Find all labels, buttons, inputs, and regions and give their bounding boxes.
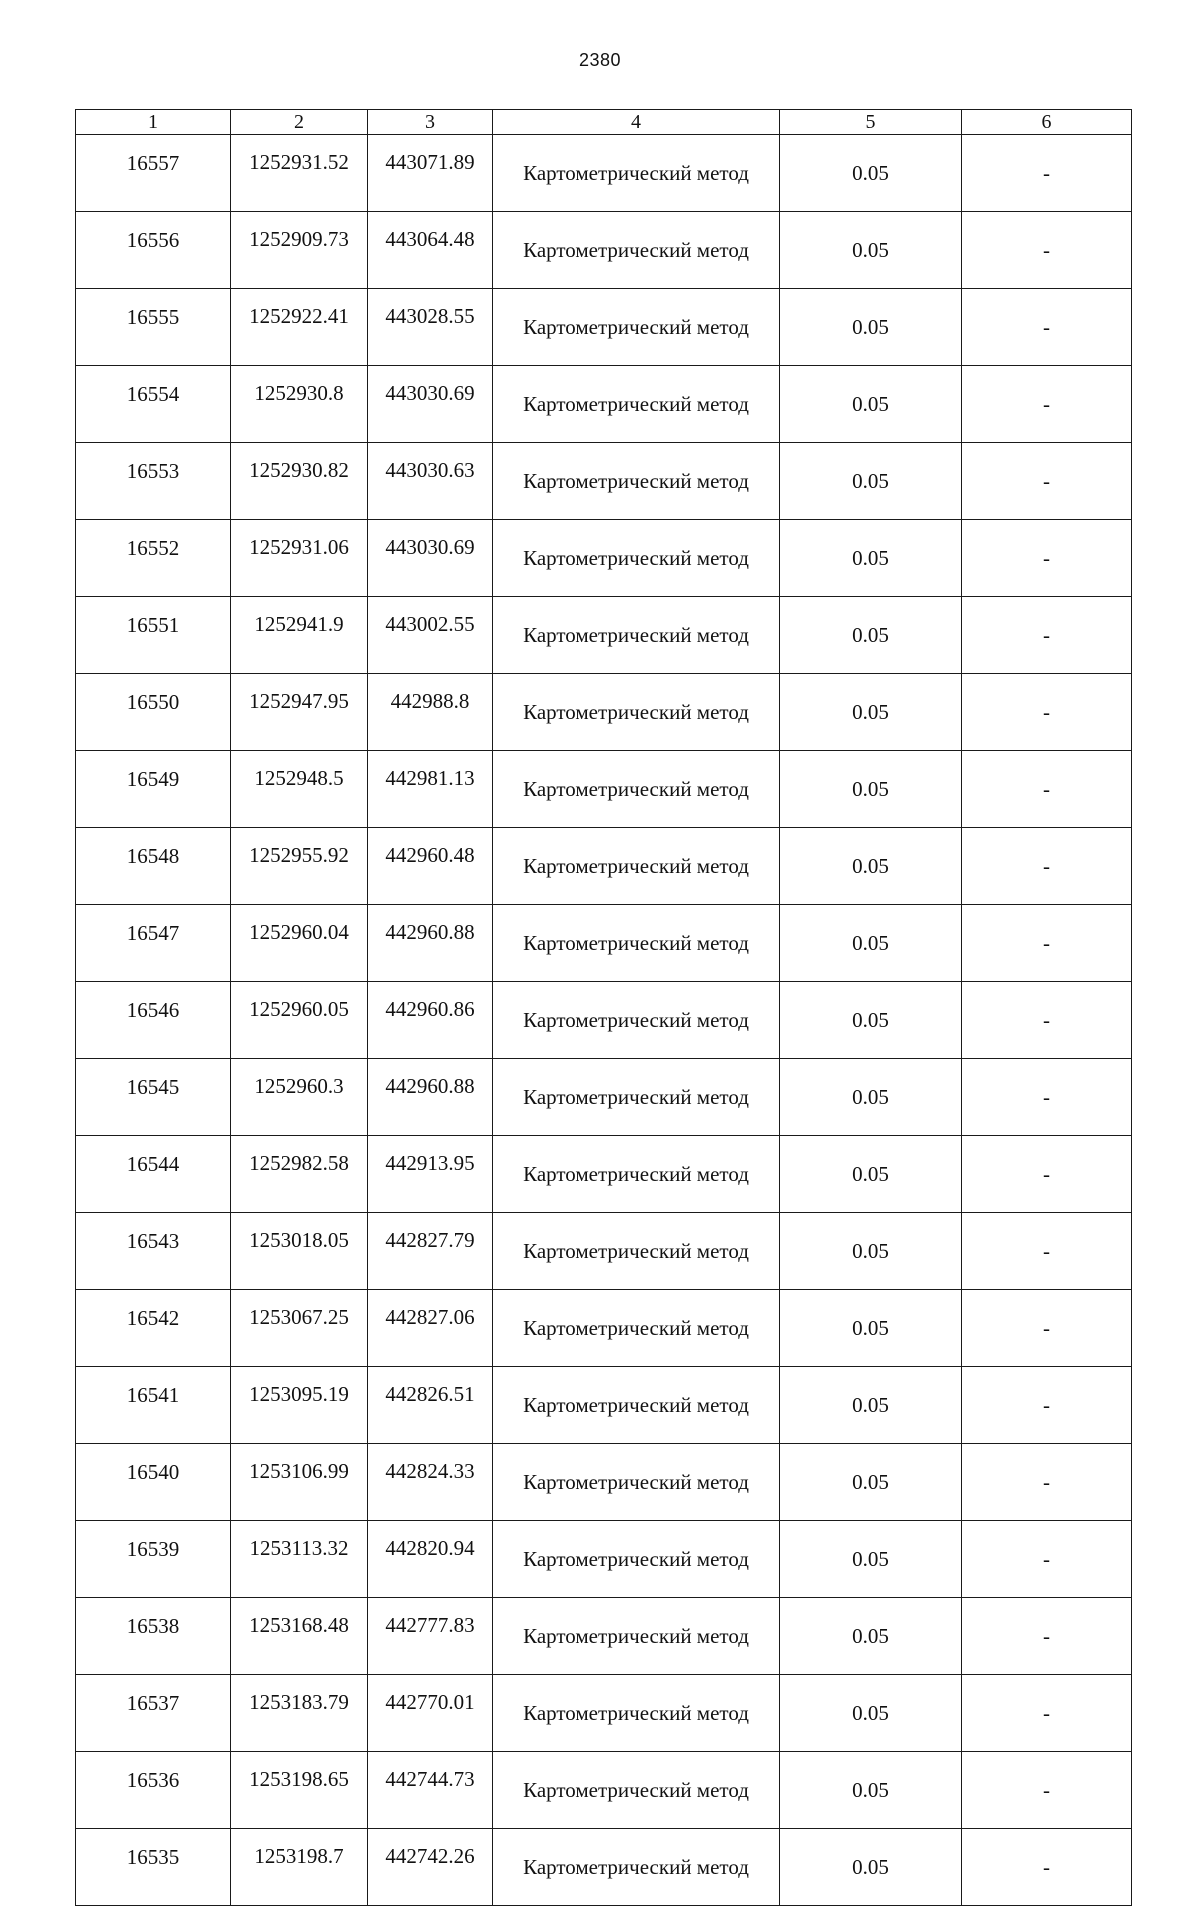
accuracy-cell: 0.05 xyxy=(780,1213,962,1290)
note-cell: - xyxy=(962,905,1132,982)
note-cell: - xyxy=(962,1675,1132,1752)
point-number-cell: 16557 xyxy=(76,135,231,212)
y-coordinate-cell: 442981.13 xyxy=(368,751,493,828)
table-header xyxy=(76,110,1132,135)
accuracy-cell: 0.05 xyxy=(780,443,962,520)
table-row xyxy=(76,1752,1132,1829)
point-number-cell: 16548 xyxy=(76,828,231,905)
x-coordinate-cell: 1252960.04 xyxy=(231,905,368,982)
note-cell: - xyxy=(962,982,1132,1059)
note-cell: - xyxy=(962,520,1132,597)
table-row xyxy=(76,1213,1132,1290)
method-cell: Картометрический метод xyxy=(493,366,780,443)
y-coordinate-cell: 442824.33 xyxy=(368,1444,493,1521)
column-header-3: 3 xyxy=(368,110,493,135)
note-cell: - xyxy=(962,135,1132,212)
x-coordinate-cell: 1252930.82 xyxy=(231,443,368,520)
y-coordinate-cell: 442742.26 xyxy=(368,1829,493,1906)
y-coordinate-cell: 442960.86 xyxy=(368,982,493,1059)
y-coordinate-cell: 443028.55 xyxy=(368,289,493,366)
note-cell: - xyxy=(962,1598,1132,1675)
note-cell: - xyxy=(962,1059,1132,1136)
accuracy-cell: 0.05 xyxy=(780,597,962,674)
y-coordinate-cell: 442913.95 xyxy=(368,1136,493,1213)
note-cell: - xyxy=(962,674,1132,751)
note-cell: - xyxy=(962,1290,1132,1367)
method-cell: Картометрический метод xyxy=(493,1136,780,1213)
y-coordinate-cell: 442960.88 xyxy=(368,1059,493,1136)
method-cell: Картометрический метод xyxy=(493,1444,780,1521)
x-coordinate-cell: 1252948.5 xyxy=(231,751,368,828)
note-cell: - xyxy=(962,1829,1132,1906)
method-cell: Картометрический метод xyxy=(493,597,780,674)
point-number-cell: 16544 xyxy=(76,1136,231,1213)
y-coordinate-cell: 443064.48 xyxy=(368,212,493,289)
point-number-cell: 16549 xyxy=(76,751,231,828)
y-coordinate-cell: 442770.01 xyxy=(368,1675,493,1752)
column-header-2: 2 xyxy=(231,110,368,135)
x-coordinate-cell: 1252922.41 xyxy=(231,289,368,366)
table-row xyxy=(76,674,1132,751)
point-number-cell: 16550 xyxy=(76,674,231,751)
table-row xyxy=(76,1059,1132,1136)
point-number-cell: 16538 xyxy=(76,1598,231,1675)
note-cell: - xyxy=(962,751,1132,828)
y-coordinate-cell: 443030.63 xyxy=(368,443,493,520)
point-number-cell: 16542 xyxy=(76,1290,231,1367)
table-row xyxy=(76,1367,1132,1444)
method-cell: Картометрический метод xyxy=(493,828,780,905)
column-header-4: 4 xyxy=(493,110,780,135)
x-coordinate-cell: 1253198.65 xyxy=(231,1752,368,1829)
accuracy-cell: 0.05 xyxy=(780,1521,962,1598)
method-cell: Картометрический метод xyxy=(493,1752,780,1829)
point-number-cell: 16551 xyxy=(76,597,231,674)
x-coordinate-cell: 1253168.48 xyxy=(231,1598,368,1675)
column-header-5: 5 xyxy=(780,110,962,135)
accuracy-cell: 0.05 xyxy=(780,1829,962,1906)
method-cell: Картометрический метод xyxy=(493,443,780,520)
accuracy-cell: 0.05 xyxy=(780,828,962,905)
point-number-cell: 16553 xyxy=(76,443,231,520)
note-cell: - xyxy=(962,1521,1132,1598)
method-cell: Картометрический метод xyxy=(493,1521,780,1598)
y-coordinate-cell: 442777.83 xyxy=(368,1598,493,1675)
x-coordinate-cell: 1253018.05 xyxy=(231,1213,368,1290)
table-row xyxy=(76,751,1132,828)
x-coordinate-cell: 1252960.05 xyxy=(231,982,368,1059)
x-coordinate-cell: 1253095.19 xyxy=(231,1367,368,1444)
table-row xyxy=(76,1598,1132,1675)
x-coordinate-cell: 1252930.8 xyxy=(231,366,368,443)
x-coordinate-cell: 1252931.06 xyxy=(231,520,368,597)
table-row xyxy=(76,366,1132,443)
note-cell: - xyxy=(962,1213,1132,1290)
accuracy-cell: 0.05 xyxy=(780,1367,962,1444)
point-number-cell: 16541 xyxy=(76,1367,231,1444)
accuracy-cell: 0.05 xyxy=(780,289,962,366)
y-coordinate-cell: 442960.88 xyxy=(368,905,493,982)
method-cell: Картометрический метод xyxy=(493,751,780,828)
point-number-cell: 16556 xyxy=(76,212,231,289)
coordinates-table xyxy=(75,109,1132,1906)
note-cell: - xyxy=(962,289,1132,366)
point-number-cell: 16547 xyxy=(76,905,231,982)
note-cell: - xyxy=(962,1752,1132,1829)
accuracy-cell: 0.05 xyxy=(780,905,962,982)
y-coordinate-cell: 442988.8 xyxy=(368,674,493,751)
table-row xyxy=(76,1829,1132,1906)
note-cell: - xyxy=(962,212,1132,289)
accuracy-cell: 0.05 xyxy=(780,212,962,289)
table-row xyxy=(76,520,1132,597)
x-coordinate-cell: 1253106.99 xyxy=(231,1444,368,1521)
method-cell: Картометрический метод xyxy=(493,1598,780,1675)
accuracy-cell: 0.05 xyxy=(780,1752,962,1829)
point-number-cell: 16555 xyxy=(76,289,231,366)
y-coordinate-cell: 443071.89 xyxy=(368,135,493,212)
method-cell: Картометрический метод xyxy=(493,1213,780,1290)
point-number-cell: 16552 xyxy=(76,520,231,597)
method-cell: Картометрический метод xyxy=(493,520,780,597)
x-coordinate-cell: 1252960.3 xyxy=(231,1059,368,1136)
method-cell: Картометрический метод xyxy=(493,1829,780,1906)
accuracy-cell: 0.05 xyxy=(780,1059,962,1136)
method-cell: Картометрический метод xyxy=(493,135,780,212)
accuracy-cell: 0.05 xyxy=(780,1444,962,1521)
x-coordinate-cell: 1252931.52 xyxy=(231,135,368,212)
table-row xyxy=(76,212,1132,289)
x-coordinate-cell: 1252947.95 xyxy=(231,674,368,751)
table-row xyxy=(76,135,1132,212)
column-header-1: 1 xyxy=(76,110,231,135)
table-row xyxy=(76,828,1132,905)
method-cell: Картометрический метод xyxy=(493,982,780,1059)
table-row xyxy=(76,289,1132,366)
accuracy-cell: 0.05 xyxy=(780,366,962,443)
method-cell: Картометрический метод xyxy=(493,1290,780,1367)
x-coordinate-cell: 1253067.25 xyxy=(231,1290,368,1367)
note-cell: - xyxy=(962,1444,1132,1521)
point-number-cell: 16539 xyxy=(76,1521,231,1598)
x-coordinate-cell: 1252941.9 xyxy=(231,597,368,674)
accuracy-cell: 0.05 xyxy=(780,751,962,828)
point-number-cell: 16537 xyxy=(76,1675,231,1752)
point-number-cell: 16546 xyxy=(76,982,231,1059)
note-cell: - xyxy=(962,443,1132,520)
y-coordinate-cell: 443030.69 xyxy=(368,366,493,443)
column-header-6: 6 xyxy=(962,110,1132,135)
point-number-cell: 16540 xyxy=(76,1444,231,1521)
table-row xyxy=(76,1136,1132,1213)
y-coordinate-cell: 442820.94 xyxy=(368,1521,493,1598)
table-row xyxy=(76,1521,1132,1598)
method-cell: Картометрический метод xyxy=(493,1367,780,1444)
accuracy-cell: 0.05 xyxy=(780,520,962,597)
x-coordinate-cell: 1252982.58 xyxy=(231,1136,368,1213)
y-coordinate-cell: 443002.55 xyxy=(368,597,493,674)
x-coordinate-cell: 1253183.79 xyxy=(231,1675,368,1752)
note-cell: - xyxy=(962,1136,1132,1213)
table-row xyxy=(76,982,1132,1059)
table-row xyxy=(76,905,1132,982)
y-coordinate-cell: 442826.51 xyxy=(368,1367,493,1444)
table-body xyxy=(76,135,1132,1906)
method-cell: Картометрический метод xyxy=(493,905,780,982)
method-cell: Картометрический метод xyxy=(493,1059,780,1136)
y-coordinate-cell: 442827.79 xyxy=(368,1213,493,1290)
accuracy-cell: 0.05 xyxy=(780,1290,962,1367)
x-coordinate-cell: 1253113.32 xyxy=(231,1521,368,1598)
method-cell: Картометрический метод xyxy=(493,1675,780,1752)
table-row xyxy=(76,1444,1132,1521)
accuracy-cell: 0.05 xyxy=(780,1598,962,1675)
y-coordinate-cell: 443030.69 xyxy=(368,520,493,597)
accuracy-cell: 0.05 xyxy=(780,135,962,212)
accuracy-cell: 0.05 xyxy=(780,674,962,751)
table-row xyxy=(76,597,1132,674)
x-coordinate-cell: 1252909.73 xyxy=(231,212,368,289)
table-row xyxy=(76,443,1132,520)
point-number-cell: 16536 xyxy=(76,1752,231,1829)
page-number: 2380 xyxy=(578,50,622,70)
method-cell: Картометрический метод xyxy=(493,289,780,366)
accuracy-cell: 0.05 xyxy=(780,982,962,1059)
method-cell: Картометрический метод xyxy=(493,674,780,751)
point-number-cell: 16543 xyxy=(76,1213,231,1290)
x-coordinate-cell: 1253198.7 xyxy=(231,1829,368,1906)
x-coordinate-cell: 1252955.92 xyxy=(231,828,368,905)
table-row xyxy=(76,1290,1132,1367)
accuracy-cell: 0.05 xyxy=(780,1136,962,1213)
accuracy-cell: 0.05 xyxy=(780,1675,962,1752)
point-number-cell: 16545 xyxy=(76,1059,231,1136)
y-coordinate-cell: 442827.06 xyxy=(368,1290,493,1367)
point-number-cell: 16554 xyxy=(76,366,231,443)
note-cell: - xyxy=(962,828,1132,905)
note-cell: - xyxy=(962,597,1132,674)
y-coordinate-cell: 442744.73 xyxy=(368,1752,493,1829)
method-cell: Картометрический метод xyxy=(493,212,780,289)
header-row xyxy=(76,110,1132,135)
note-cell: - xyxy=(962,366,1132,443)
y-coordinate-cell: 442960.48 xyxy=(368,828,493,905)
table-row xyxy=(76,1675,1132,1752)
note-cell: - xyxy=(962,1367,1132,1444)
point-number-cell: 16535 xyxy=(76,1829,231,1906)
